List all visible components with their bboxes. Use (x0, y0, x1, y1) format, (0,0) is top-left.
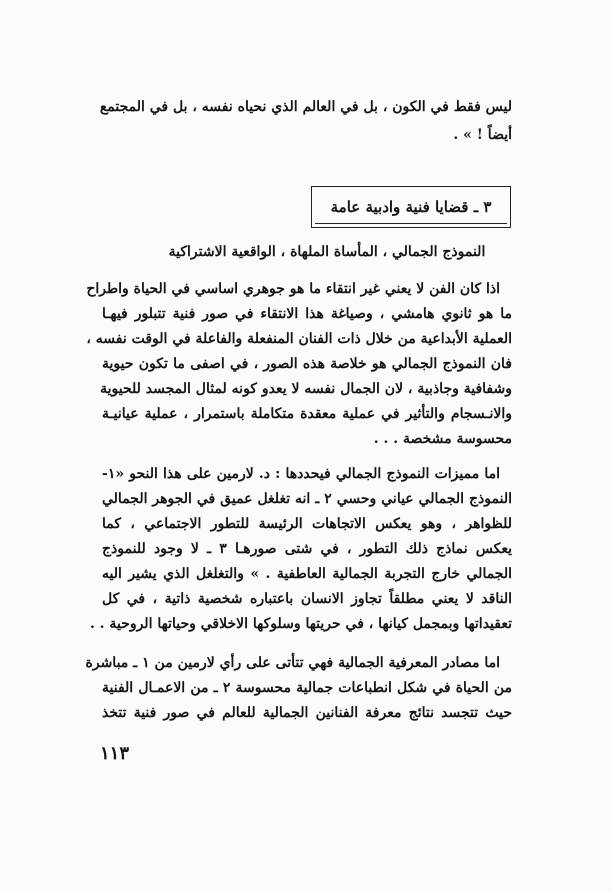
text-line: الجمالي خارج التجربة الجمالية العاطفية . » والتغلغل الذي يشير اليه (102, 566, 512, 582)
text-line: أيضاً ! » . (453, 127, 512, 143)
text-line: اما مصادر المعرفية الجمالية فهي تتأتى على رأي لارمين من ١ ـ مباشرة (85, 655, 500, 671)
section-heading (311, 186, 511, 228)
text-line: العملية الأبداعية من خلال ذات الفنان المنفعلة والفاعلة في الوقت نفسه ، (86, 331, 512, 347)
page-number: ١١٣ (100, 743, 130, 764)
text-line: حيث تتجسد نتائج معرفة الفنانين الجمالية للعالم في صور فنية تتخذ (102, 705, 512, 721)
text-line: ما هو ثانوي هامشي ، وصياغة هذا الانتقاء في صور فنية تتبلور فيهـا (102, 306, 512, 322)
section-heading-text: ٣ ـ قضايا فنية وادبية عامة (330, 198, 492, 216)
text-line: محسوسة مشخصة . . . (373, 431, 512, 447)
text-line: وشفافية وجاذبية ، لان الجمال نفسه لا يعدو كونه لمثال المجسد للحيوية (100, 381, 512, 397)
text-line: تعقيداتها وبمجمل كيانها ، في حريتها وسلوكها الاخلاقي وحياتها الروحية . . (89, 616, 512, 632)
text-line: الناقد لا يعني مطلقاً تجاوز الانسان باعتباره شخصية ذاتية ، في كل (102, 591, 512, 607)
text-line: اذا كان الفن لا يعني غير انتقاء ما هو جوهري اساسي في الحياة واطراح (86, 281, 500, 297)
text-line: يعكس نماذج ذلك التطور ، في شتى صورهـا ٣ ـ لا وجود للنموذج (102, 541, 512, 557)
text-line: للظواهر ، وهو يعكس الاتجاهات الرئيسة للتطور الاجتماعي ، كما (102, 516, 512, 532)
section-subtitle: النموذج الجمالي ، المأساة الملهاة ، الواقعية الاشتراكية (168, 244, 486, 260)
text-line: فان النموذج الجمالي هو خلاصة هذه الصور ، في اصفى ما تكون حيوية (102, 356, 512, 372)
text-line: النموذج الجمالي عياني وحسي ٢ ـ انه تغلغل عميق في الجوهر الجمالي (102, 491, 512, 507)
text-line: من الحياة في شكل انطباعات جمالية محسوسة ٢ ـ من الاعمـال الفنية (102, 680, 513, 696)
text-line: اما مميزات النموذج الجمالي فيحددها : د. لارمين على هذا النحو «١- (102, 466, 500, 482)
text-line: والانـسجام والتأثير في عملية معقدة متكاملة باستمرار ، عملية عيانيـة (102, 406, 512, 422)
text-line: ليس فقط في الكون ، بل في العالم الذي نحياه نفسه ، بل في المجتمع (99, 99, 512, 115)
